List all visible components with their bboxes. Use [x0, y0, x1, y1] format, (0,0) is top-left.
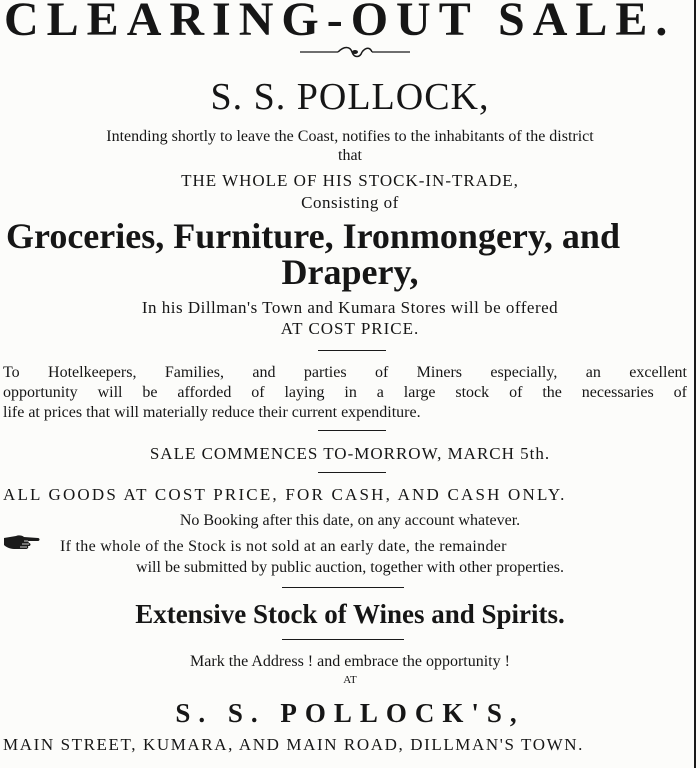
mark-address-line: Mark the Address ! and embrace the opportunity !: [190, 653, 510, 670]
divider-2: [318, 430, 386, 431]
headline-right: SALE.: [498, 0, 676, 46]
consisting-line: Consisting of: [301, 193, 399, 212]
terms-line: ALL GOODS AT COST PRICE, FOR CASH, AND CASH ONLY.: [3, 485, 567, 504]
no-booking-line: No Booking after this date, on any account whatever.: [179, 512, 521, 529]
goods-line-2: Drapery,: [281, 252, 419, 292]
offer-line-1: To Hotelkeepers, Families, and parties of Miners especially, an excellent: [3, 364, 687, 381]
offer-line-2: opportunity will be afforded of laying in a large stock of the necessaries of: [3, 384, 687, 401]
auction-line-2: will be submitted by public auction, together with other properties.: [136, 559, 564, 576]
stores-line: In his Dillman's Town and Kumara Stores will be offered: [141, 298, 559, 317]
headline-left: CLEARING-OUT: [4, 0, 479, 46]
intro-line-1: Intending shortly to leave the Coast, notifies to the inhabitants of the district: [106, 128, 594, 145]
offer-line-3: life at prices that will materially reduce their current expenditure.: [3, 404, 421, 421]
pointing-hand-icon: [2, 532, 40, 552]
shop-name: S. S. POLLOCK'S,: [175, 698, 525, 728]
scroll-ornament-icon: [300, 45, 410, 59]
divider-4: [282, 587, 404, 588]
divider-1: [318, 350, 386, 351]
goods-line-1: Groceries, Furniture, Ironmongery, and: [6, 216, 620, 256]
address-line: MAIN STREET, KUMARA, AND MAIN ROAD, DILLMAN'S TOWN.: [3, 735, 584, 754]
stock-line: THE WHOLE OF HIS STOCK-IN-TRADE,: [181, 171, 519, 190]
auction-line-1: If the whole of the Stock is not sold at an early date, the remainder: [60, 538, 507, 555]
divider-5: [282, 639, 404, 640]
sale-commences: SALE COMMENCES TO-MORROW, MARCH 5th.: [149, 444, 551, 463]
price-line: AT COST PRICE.: [280, 319, 420, 338]
intro-line-2: that: [338, 147, 362, 164]
merchant-name: S. S. POLLOCK,: [210, 76, 490, 118]
wines-line: Extensive Stock of Wines and Spirits.: [135, 599, 565, 629]
divider-3: [318, 472, 386, 473]
at-line: AT: [343, 674, 357, 686]
